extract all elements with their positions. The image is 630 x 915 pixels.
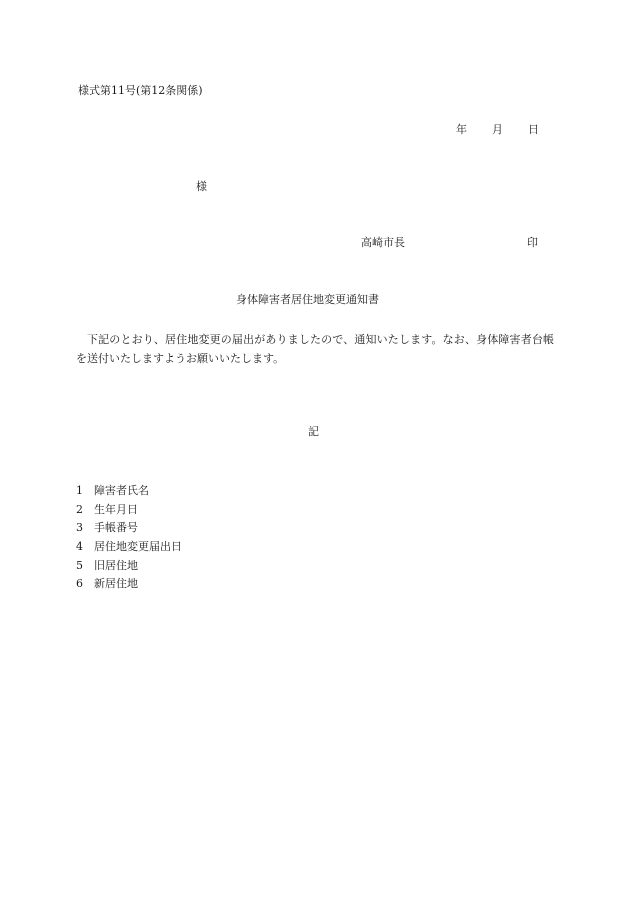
list-item (76, 482, 182, 501)
list-item (76, 557, 182, 576)
item-label: 新居住地 (94, 577, 138, 591)
item-number: 3 (76, 521, 83, 535)
recipient-honorific: 様 (196, 180, 207, 193)
date-month-label: 月 (492, 123, 503, 136)
item-label: 手帳番号 (94, 521, 138, 535)
list-item (76, 501, 182, 520)
list-item (76, 519, 182, 538)
item-label: 居住地変更届出日 (94, 540, 182, 554)
item-number: 2 (76, 502, 83, 516)
document-title: 身体障害者居住地変更通知書 (236, 293, 379, 306)
item-label: 障害者氏名 (94, 484, 149, 497)
sender-title: 高崎市長 (361, 236, 405, 249)
items-list (76, 482, 182, 594)
item-number: 6 (76, 577, 83, 591)
item-number: 5 (76, 558, 83, 572)
date-year-label: 年 (456, 123, 467, 136)
form-number: 様式第11号(第12条関係) (78, 84, 203, 97)
date-day-label: 日 (528, 123, 539, 136)
list-item (76, 575, 182, 594)
ki-heading: 記 (308, 425, 319, 438)
body-paragraph: 下記のとおり、居住地変更の届出がありましたので、通知いたします。なお、身体障害者台帳を送付いたしますようお願いいたします。 (76, 333, 554, 365)
item-number: 1 (76, 484, 83, 497)
item-label: 生年月日 (94, 502, 138, 516)
item-label: 旧居住地 (94, 558, 138, 572)
seal-mark: 印 (527, 236, 538, 249)
list-item (76, 538, 182, 557)
item-number: 4 (76, 540, 83, 554)
